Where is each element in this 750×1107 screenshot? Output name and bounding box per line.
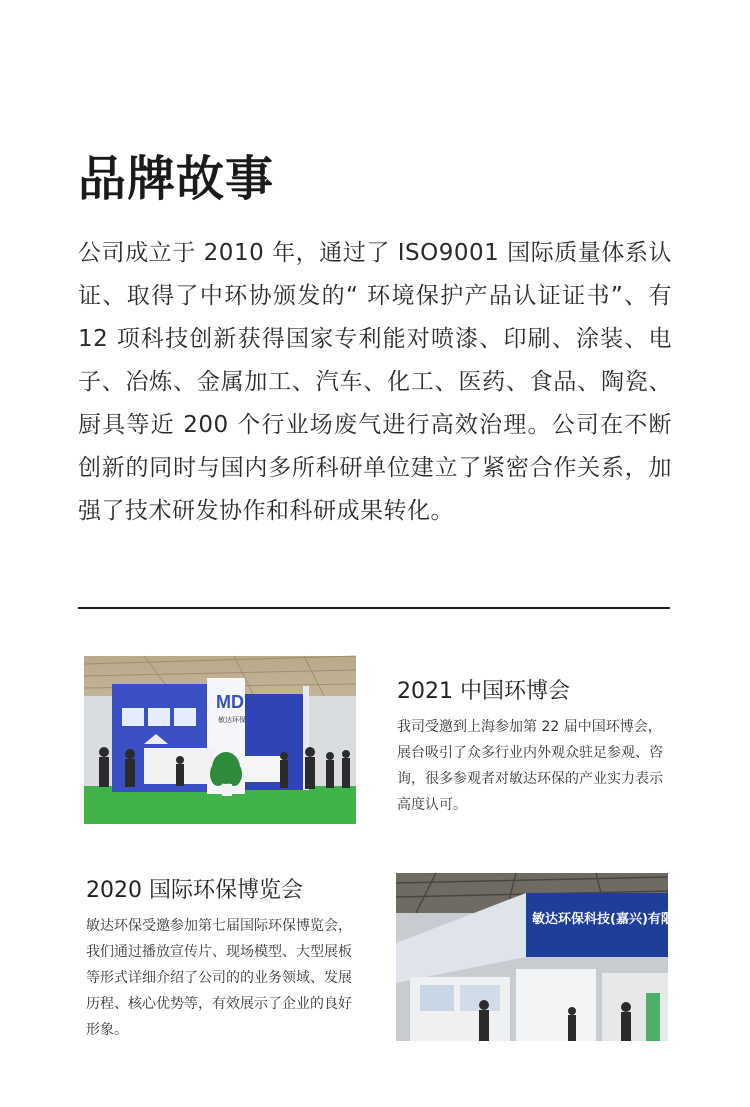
svg-text:敏达环保科技(嘉兴)有限公司: 敏达环保科技(嘉兴)有限公司 [532, 912, 700, 927]
event-2021-description: 我司受邀到上海参加第 22 届中国环博会，展台吸引了众多行业内外观众驻足参观、咨询，很多参观者对敏达环保的产业实力表示高度认可。 [397, 719, 663, 813]
event-2020-title: 2020 国际环保博览会 [86, 878, 303, 903]
company-intro: 公司成立于 2010 年，通过了 ISO9001 国际质量体系认证、取得了中环协颁发的“ 环境保护产品认证证书”、有 12 项科技创新获得国家专利能对喷漆、印刷、涂装、电子、冶炼、金属加工、汽车、化工、医药、食品、陶瓷、厨具等近 200 个行业场废气进行高效治理。公司在不断创新的同时与国内多所科研单位建立了紧密合作关系，加强了技术研发协作和科研成果转化。 [78, 240, 672, 524]
section-divider [78, 607, 670, 609]
svg-text:MD: MD [216, 692, 244, 712]
expo-2020-photo [396, 873, 700, 1041]
event-2020-description: 敏达环保受邀参加第七届国际环保博览会，我们通过播放宣传片、现场模型、大型展板等形式详细介绍了公司的的业务领域、发展历程、核心优势等，有效展示了企业的良好形象。 [86, 918, 352, 1038]
event-2021-title: 2021 中国环博会 [397, 679, 570, 704]
expo-2021-photo [84, 656, 356, 824]
svg-text:敏达环保: 敏达环保 [218, 716, 246, 724]
page-title: 品牌故事 [78, 151, 275, 207]
